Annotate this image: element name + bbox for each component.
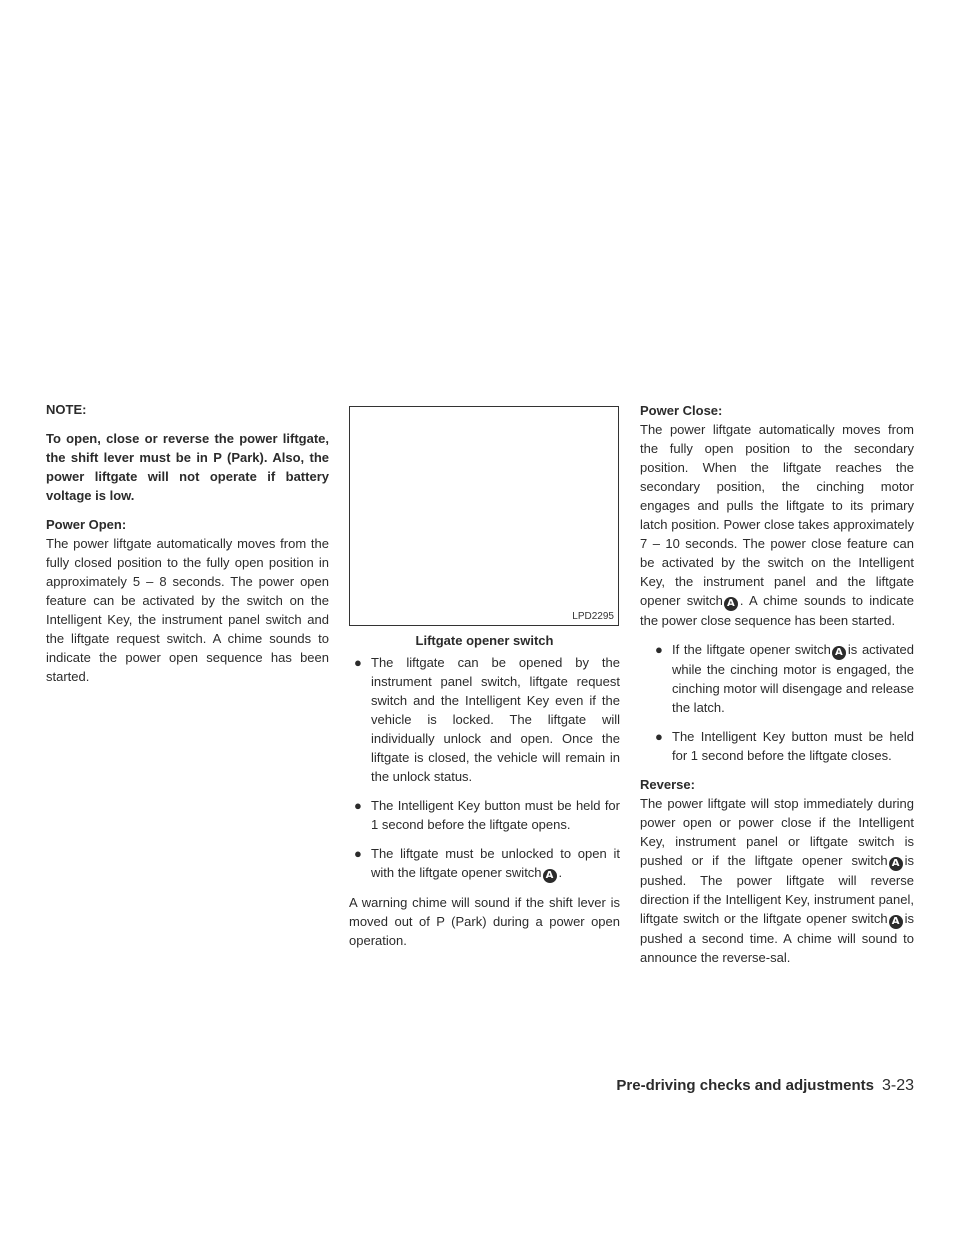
- close-text-2: . A chime sounds to indicate the power close sequence has been started.: [640, 593, 915, 628]
- callout-a-icon: A: [832, 646, 846, 660]
- bullet-text: If the liftgate opener switch: [672, 642, 831, 657]
- power-close-heading: Power Close:: [640, 403, 723, 418]
- power-open-heading: Power Open:: [46, 517, 127, 532]
- middle-bullet-list: [349, 653, 620, 883]
- bullet-text-end: .: [558, 865, 563, 880]
- list-item: [349, 844, 620, 883]
- right-bullet-list: [640, 640, 914, 765]
- bullet-text: The liftgate must be unlocked to open it with the liftgate opener switch: [371, 846, 620, 880]
- list-item: [349, 796, 620, 834]
- note-body: To open, close or reverse the power liftgate, the shift lever must be in P (Park). Also, the power liftgate will not operate if battery voltage is low.: [46, 431, 329, 503]
- power-close-body: [640, 420, 914, 630]
- reverse-body: [640, 794, 914, 967]
- bullet-icon: ●: [354, 846, 362, 861]
- bullet-text: The liftgate can be opened by the instrument panel switch, liftgate request switch and the Intelligent Key even if the vehicle is locked. The liftgate will individually unlock and open. Once the liftgate is closed, the vehicle will remain in the unlock status.: [371, 655, 620, 784]
- list-item: [349, 653, 620, 786]
- middle-column: [349, 653, 620, 960]
- page-footer: [616, 1076, 914, 1096]
- callout-a-icon: A: [724, 597, 738, 611]
- bullet-icon: ●: [354, 655, 362, 670]
- power-open-body: The power liftgate automatically moves from the fully closed position to the fully open position in approximately 5 – 8 seconds. The power open feature can be activated by the switch on the Intelligent Key, the instrument panel switch and the liftgate request switch. A chime sounds to indicate the power open sequence has been started.: [46, 536, 329, 684]
- reverse-text-3: is pushed a second time. A chime will sound to announce the reverse-sal.: [640, 911, 914, 965]
- bullet-text: The Intelligent Key button must be held for 1 second before the liftgate opens.: [371, 798, 620, 832]
- callout-a-icon: A: [543, 869, 557, 883]
- list-item: [650, 727, 914, 765]
- bullet-icon: ●: [655, 729, 663, 744]
- reverse-heading: Reverse:: [640, 777, 695, 792]
- reverse-text-1: The power liftgate will stop immediately during power open or power close if the Intelligent Key, instrument panel or liftgate switch is pushed or if the liftgate opener switch: [640, 796, 914, 868]
- warning-paragraph: A warning chime will sound if the shift lever is moved out of P (Park) during a power open operation.: [349, 895, 620, 948]
- liftgate-opener-figure: [349, 406, 619, 626]
- figure-code: LPD2295: [572, 611, 614, 622]
- section-title: Pre-driving checks and adjustments: [616, 1077, 874, 1094]
- page-number: 3-23: [881, 1077, 914, 1094]
- bullet-text: The Intelligent Key button must be held for 1 second before the liftgate closes.: [672, 729, 914, 763]
- list-item: [650, 640, 914, 717]
- bullet-icon: ●: [354, 798, 362, 813]
- close-text-1: The power liftgate automatically moves from the fully open position to the secondary position. When the liftgate reaches the secondary position, the cinching motor engages and pulls the liftgate to its primary latch position. Power close takes approximately 7 – 10 seconds. The power close feature can be activated by the switch on the Intelligent Key, the instrument panel and the liftgate opener switch: [640, 422, 914, 608]
- note-heading: NOTE:: [46, 402, 87, 417]
- reverse-text-2: is pushed. The power liftgate will reverse direction if the Intelligent Key, instrument panel, liftgate switch or the liftgate opener switch: [640, 853, 914, 926]
- callout-a-icon: A: [889, 857, 903, 871]
- right-column: [640, 401, 914, 977]
- bullet-icon: ●: [655, 642, 663, 657]
- figure-caption: Liftgate opener switch: [415, 633, 554, 648]
- left-column: [46, 400, 329, 696]
- bullet-text-end: is activated while the cinching motor is engaged, the cinching motor will disengage and release the latch.: [672, 642, 914, 715]
- callout-a-icon: A: [889, 915, 903, 929]
